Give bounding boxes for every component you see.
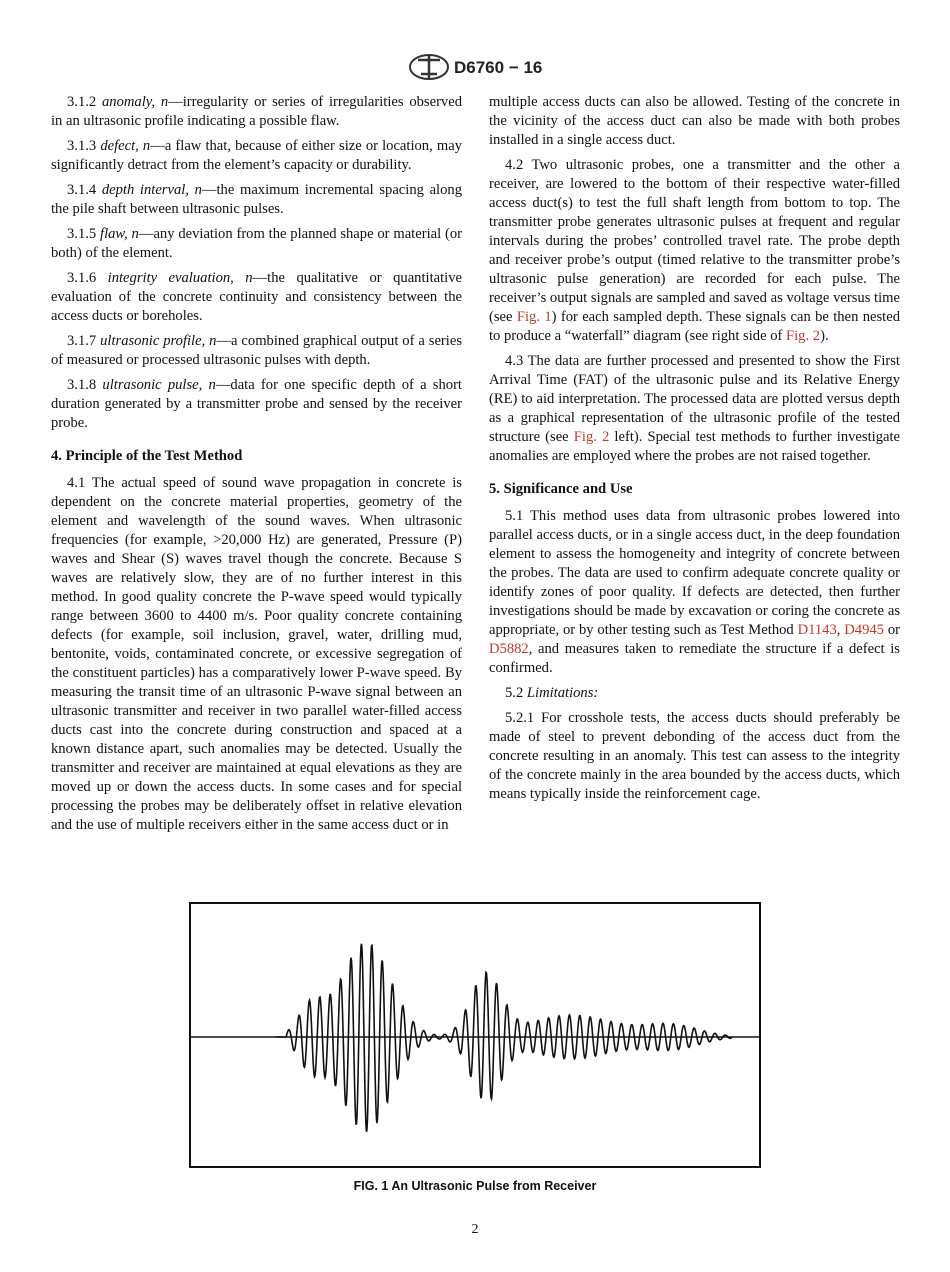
ultrasonic-pulse-figure [189,902,761,1168]
paragraph-5-2-1: 5.2.1 For crosshole tests, the access ducts should preferably be made of steel to prevent debonding of the access duct from the concrete resulting in an anomaly. This test can assess to the integrity of the concrete mainly in the area bounded by the access ducts, which means typically inside the reinforcement cage. [489,710,900,802]
page-header [0,58,950,82]
paragraph-5-2: 5.2 Limitations: [505,685,599,701]
section-5-heading: 5. Significance and Use [489,481,633,497]
definition-3-1-5: 3.1.5 flaw, n—any deviation from the planned shape or material (or both) of the element. [51,226,462,261]
definition-3-1-8: 3.1.8 ultrasonic pulse, n—data for one specific depth of a short duration generated by a transmitter probe and sensed by the receiver probe. [51,377,462,431]
definition-3-1-2: 3.1.2 anomaly, n—irregularity or series of irregularities observed in an ultrasonic profile indicating a possible flaw. [51,94,463,129]
d5882-link[interactable]: D5882 [489,641,529,657]
fig2-link[interactable]: Fig. 2 [786,328,821,344]
waveform-plot [191,904,759,1166]
definition-3-1-4: 3.1.4 depth interval, n—the maximum incremental spacing along the pile shaft between ultrasonic pulses. [51,182,462,217]
left-column [51,93,462,841]
document-number: D6760 − 16 [454,58,543,77]
paragraph-5-1: 5.1 This method uses data from ultrasonic probes lowered into parallel access ducts, or in a single access duct, in the deep foundation element to assess the homogeneity and integrity of concrete between the probes. The data are used to confirm adequate concrete quality or identify zones of poor quality. If defects are detected, then further investigations should be made by excavation or coring the concrete as appropriate, or by other testing such as Test Method D1143, D4945 or D5882, and measures taken to remediate the structure if a defect is confirmed. [489,508,900,676]
definition-3-1-7: 3.1.7 ultrasonic profile, n—a combined graphical output of a series of measured or processed ultrasonic pulses with depth. [51,333,462,368]
definition-3-1-6: 3.1.6 integrity evaluation, n—the qualitative or quantitative evaluation of the concrete continuity and consistency between the access ducts or boreholes. [51,270,462,324]
definition-3-1-3: 3.1.3 defect, n—a flaw that, because of either size or location, may significantly detract from the element’s capacity or durability. [51,138,462,173]
paragraph-4-2: 4.2 Two ultrasonic probes, one a transmitter and the other a receiver, are lowered to the bottom of their respective water-filled access duct(s) to test the full shaft length from bottom to top. The transmitter probe generates ultrasonic pulses at frequent and regular intervals during the probes’ controlled travel rate. The probe depth and receiver probe’s output (timed relative to the transmitter probe’s ultrasonic pulse generation) are recorded for each pulse. The receiver’s output signals are sampled and saved as voltage versus time (see Fig. 1) for each sampled depth. These signals can be then nested to produce a “waterfall” diagram (see right side of Fig. 2). [489,157,900,344]
d1143-link[interactable]: D1143 [797,622,837,638]
d4945-link[interactable]: D4945 [844,622,884,638]
fig1-link[interactable]: Fig. 1 [516,309,552,325]
paragraph-4-1-continued: multiple access ducts can also be allowed. Testing of the concrete in the vicinity of the access duct can also be made with both probes installed in a single access duct. [489,94,900,148]
page-number: 2 [471,1222,479,1237]
paragraph-4-1: 4.1 The actual speed of sound wave propagation in concrete is dependent on the concrete material properties, geometry of the element and wavelength of the sound waves. When ultrasonic frequencies (for example, >20,000 Hz) are generated, Pressure (P) waves and Shear (S) waves travel though the concrete. Because S waves are relatively slow, they are of no further interest in this method. In good quality concrete the P-wave speed would typically range between 3600 to 4400 m/s. Poor quality concrete containing defects (for example, soil inclusion, gravel, water, drilling mud, bentonite, voids, contaminated concrete, or excessive segregation of the constituent particles) has a comparatively lower P-wave speed. By measuring the transit time of an ultrasonic P-wave signal between an ultrasonic transmitter and receiver in two parallel water-filled access ducts cast into the concrete during construction and spaced at a known distance apart, such anomalies may be detected. Usually the transmitter and receiver are maintained at equal elevations as they are moved up or down the access ducts. In some cases and for special processing the probes may be deliberately offset in relative elevation and the use of multiple receivers either in the same access duct or in [51,475,462,833]
fig2-link[interactable]: Fig. 2 [573,429,610,445]
right-column [489,93,900,810]
section-4-heading: 4. Principle of the Test Method [51,448,243,464]
paragraph-4-3: 4.3 The data are further processed and presented to show the First Arrival Time (FAT) of the ultrasonic pulse and its Relative Energy (RE) to aid interpretation. The processed data are plotted versus depth as a graphical representation of the ultrasonic profile of the tested structure (see Fig. 2 left). Special test methods to further investigate anomalies are employed where the probes are not raised together. [489,353,900,464]
astm-logo-icon [408,52,450,82]
figure-caption: FIG. 1 An Ultrasonic Pulse from Receiver [353,1179,597,1193]
